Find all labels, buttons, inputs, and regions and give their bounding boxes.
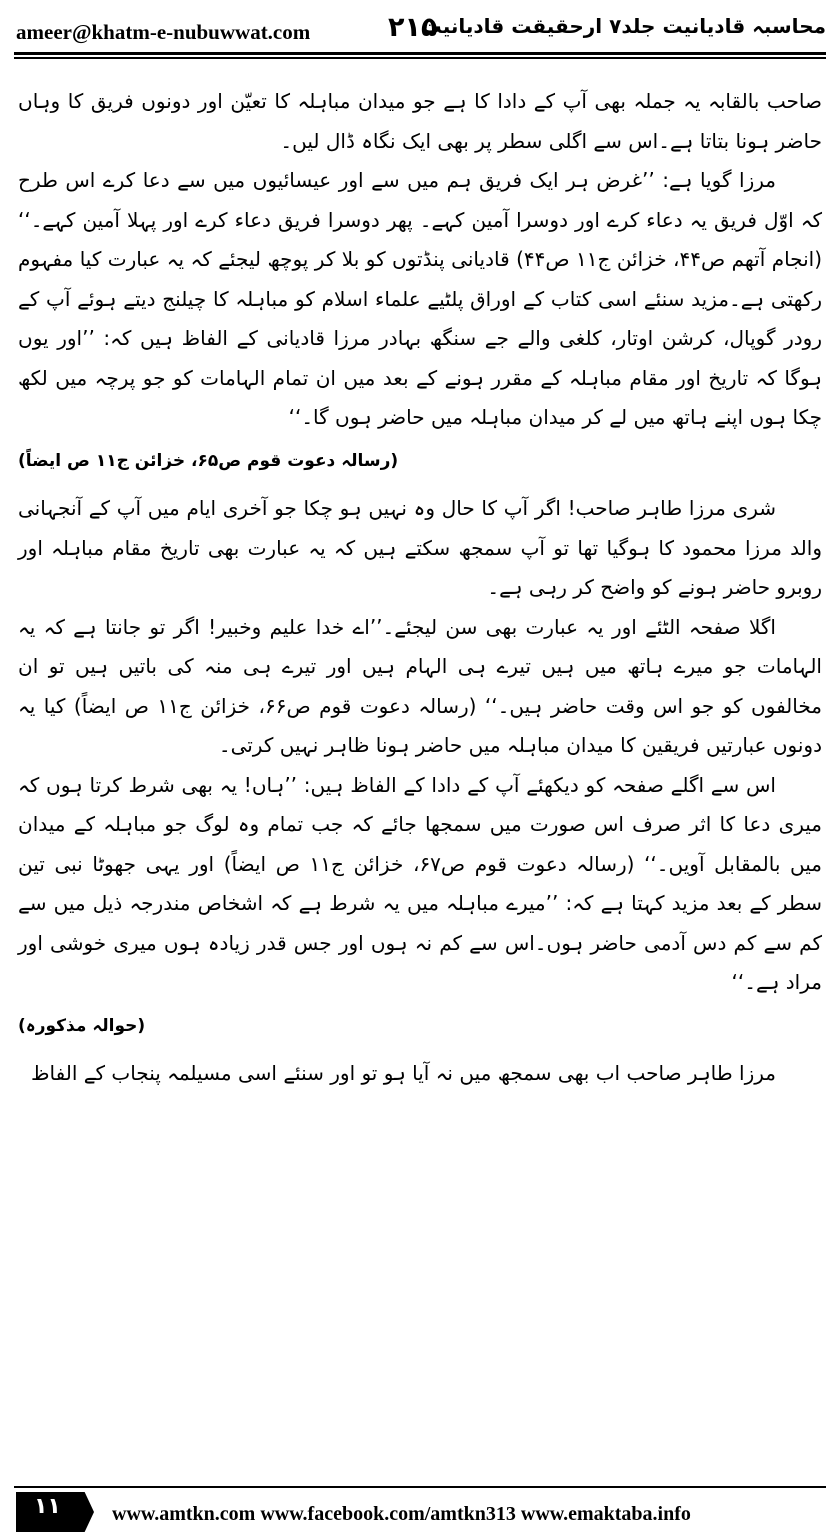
page-header <box>0 0 840 54</box>
page-number: ۲۱۵ <box>388 12 438 43</box>
body-text <box>18 82 822 1094</box>
paragraph-4: اگلا صفحہ الٹئے اور یہ عبارت بھی سن لیجئے۔’’اے خدا علیم وخبیر! اگر تو جانتا ہے کہ یہ الہامات جو میرے ہاتھ میں ہیں تیرے ہی الہام ہیں اور تیرے ہی منہ کی باتیں ہیں تو ان مخالفوں کو جو اس وقت حاضر ہیں۔‘‘ (رسالہ دعوت قوم ص۶۶، خزائن ج۱۱ ص ایضاً) کیا یہ دونوں عبارتیں فریقین کا میدان مباہلہ میں حاضر ہونا ظاہر نہیں کرتی۔ <box>18 614 822 757</box>
reference-1-text: (رسالہ دعوت قوم ص۶۵، خزائن ج۱۱ ص ایضاً) <box>18 450 399 471</box>
reference-1 <box>18 442 822 482</box>
footer-badge-number: ۱۱ <box>34 1494 61 1519</box>
paragraph-3: شری مرزا طاہر صاحب! اگر آپ کا حال وہ نہیں ہو چکا جو آخری ایام میں آپ کے آنجہانی والد مرزا محمود کا ہوگیا تھا تو آپ سمجھ سکتے ہیں کہ یہ عبارت بھی تاریخ مقام مباہلہ اور روبرو حاضر ہونے کو واضح کر رہی ہے۔ <box>18 496 822 599</box>
reference-2-text: (حوالہ مذکورہ) <box>18 1015 146 1036</box>
page-footer <box>0 1486 840 1540</box>
header-email[interactable]: ameer@khatm-e-nubuwwat.com <box>16 20 311 44</box>
paragraph-2: مرزا گویا ہے: ’’غرض ہر ایک فریق ہم میں سے اور عیسائیوں میں سے دعا کرے اس طرح کہ اوّل فریق یہ دعاء کرے اور دوسرا آمین کہے۔ پھر دوسرا فریق دعاء کرے اور پہلا آمین کہے۔‘‘ (انجام آتھم ص۴۴، خزائن ج۱۱ ص۴۴) قادیانی پنڈتوں کو بلا کر پوچھ لیجئے کہ یہ عبارت کیا مفہوم رکھتی ہے۔مزید سنئے اسی کتاب کے اوراق پلٹیے علماء اسلام کو مباہلہ کا چیلنج دیتے ہوئے آپ کے رودر گوپال، کرشن اوتار، کلغی والے جے سنگھ بہادر مرزا قادیانی کے الفاظ ہیں کہ: ’’اور یوں ہوگا کہ تاریخ اور مقام مباہلہ کے مقرر ہونے کے بعد میں ان تمام الہامات کو جو پرچہ میں لکھ چکا ہوں اپنے ہاتھ میں لے کر میدان مباہلہ میں حاضر ہوں گا۔‘‘ <box>18 168 823 429</box>
header-rule <box>14 52 826 55</box>
footer-urls[interactable]: www.amtkn.com www.facebook.com/amtkn313 www.emaktaba.info <box>112 1503 691 1525</box>
paragraph-1: صاحب بالقابہ یہ جملہ بھی آپ کے دادا کا ہے جو میدان مباہلہ کا تعیّن اور دونوں فریق کا وہاں حاضر ہونا بتاتا ہے۔اس سے اگلی سطر پر بھی ایک نگاہ ڈال لیں۔ <box>18 89 822 153</box>
paragraph-6: مرزا طاہر صاحب اب بھی سمجھ میں نہ آیا ہو تو اور سنئے اسی مسیلمہ پنجاب کے الفاظ <box>31 1061 776 1085</box>
reference-2 <box>18 1007 822 1047</box>
paragraph-5: اس سے اگلے صفحہ کو دیکھئے آپ کے دادا کے الفاظ ہیں: ’’ہاں! یہ بھی شرط کرتا ہوں کہ میری دعا کا اثر صرف اس صورت میں سمجھا جائے کہ جب تمام وہ لوگ جو مباہلہ کے میدان میں بالمقابل آویں۔‘‘ (رسالہ دعوت قوم ص۶۷، خزائن ج۱۱ ص ایضاً) اور یہی جھوٹا نبی تین سطر کے بعد مزید کہتا ہے کہ: ’’میرے مباہلہ میں یہ شرط ہے کہ اشخاص مندرجہ ذیل میں سے کم سے کم دس آدمی حاضر ہوں۔اس سے کم نہ ہوں اور جس قدر زیادہ ہوں میری خوشی اور مراد ہے۔‘‘ <box>18 772 823 994</box>
book-title: محاسبہ قادیانیت جلد۷ ارحقیقت قادیانیت <box>421 14 826 38</box>
footer-rule <box>14 1486 826 1488</box>
header-rule-thin <box>14 57 826 59</box>
